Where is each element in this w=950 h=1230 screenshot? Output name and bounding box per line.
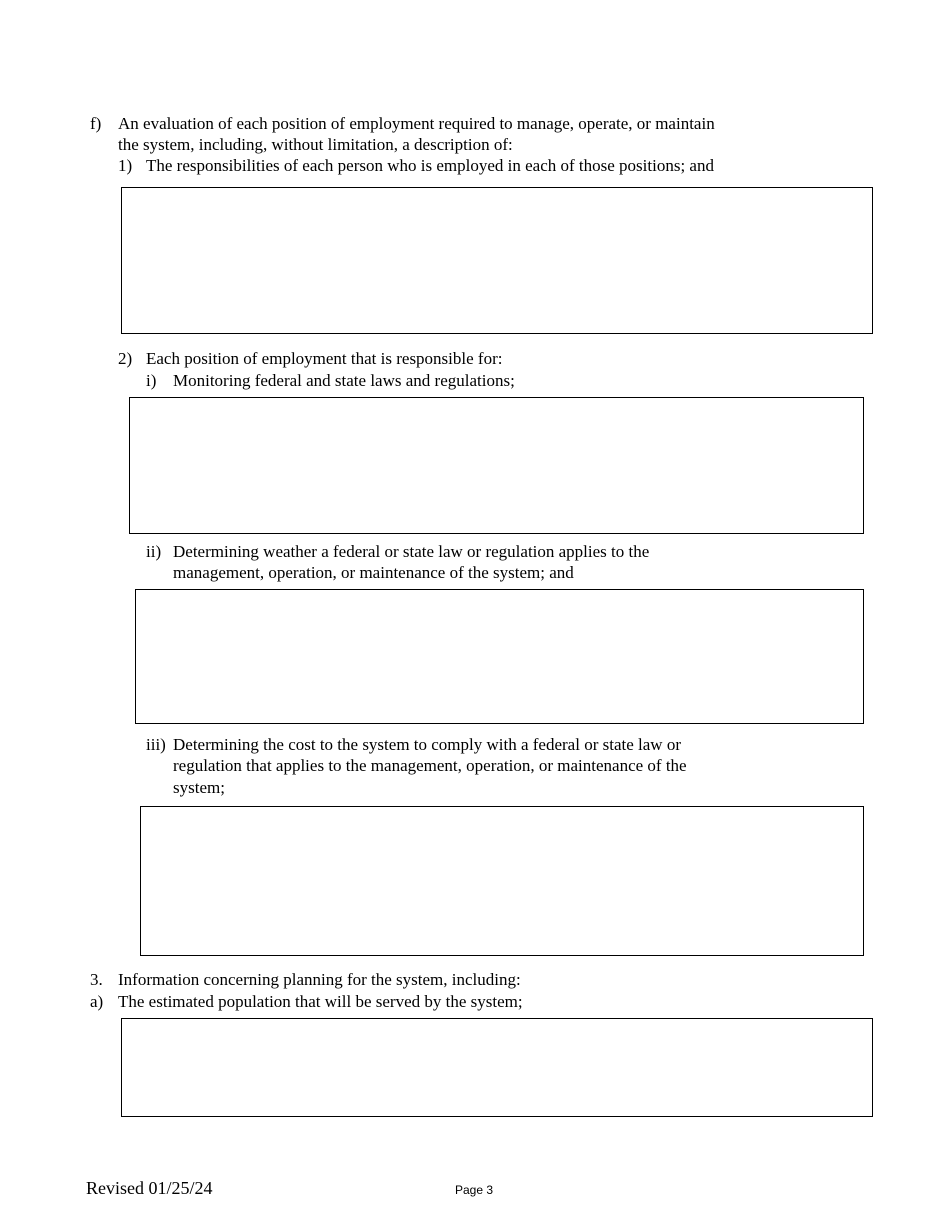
item-f2iii-marker: iii): [146, 735, 166, 754]
item-f-marker: f): [90, 114, 102, 133]
revised-date: Revised 01/25/24: [86, 1178, 213, 1198]
item-f2-text: Each position of employment that is responsible for:: [146, 349, 503, 368]
item-f2ii-marker: ii): [146, 542, 162, 561]
item-f2ii-text-line2: management, operation, or maintenance of the system; and: [173, 563, 574, 582]
item-3a-text: The estimated population that will be served by the system;: [118, 992, 523, 1011]
item-f2iii-text-line2: regulation that applies to the management, operation, or maintenance of the: [173, 756, 687, 775]
page-number: Page 3: [455, 1183, 494, 1197]
item-f1-text: The responsibilities of each person who is employed in each of those positions; and: [146, 156, 714, 175]
response-box-f2iii[interactable]: [140, 806, 864, 956]
response-box-f2ii[interactable]: [135, 589, 864, 724]
item-f2iii-text-line1: Determining the cost to the system to comply with a federal or state law or: [173, 735, 681, 754]
response-box-f1[interactable]: [121, 187, 873, 334]
item-f1-marker: 1): [118, 156, 133, 175]
item-f2-marker: 2): [118, 349, 133, 368]
item-f2i-marker: i): [146, 371, 157, 390]
response-box-f2i[interactable]: [129, 397, 864, 534]
item-f2i-text: Monitoring federal and state laws and regulations;: [173, 371, 515, 390]
item-f2ii-text-line1: Determining weather a federal or state law or regulation applies to the: [173, 542, 650, 561]
section-3-marker: 3.: [90, 970, 103, 989]
item-f-text-line1: An evaluation of each position of employment required to manage, operate, or maintain: [118, 114, 715, 133]
item-f-text-line2: the system, including, without limitation, a description of:: [118, 135, 513, 154]
section-3-text: Information concerning planning for the system, including:: [118, 970, 521, 989]
item-f2iii-text-line3: system;: [173, 778, 225, 797]
response-box-3a[interactable]: [121, 1018, 873, 1117]
item-3a-marker: a): [90, 992, 104, 1011]
